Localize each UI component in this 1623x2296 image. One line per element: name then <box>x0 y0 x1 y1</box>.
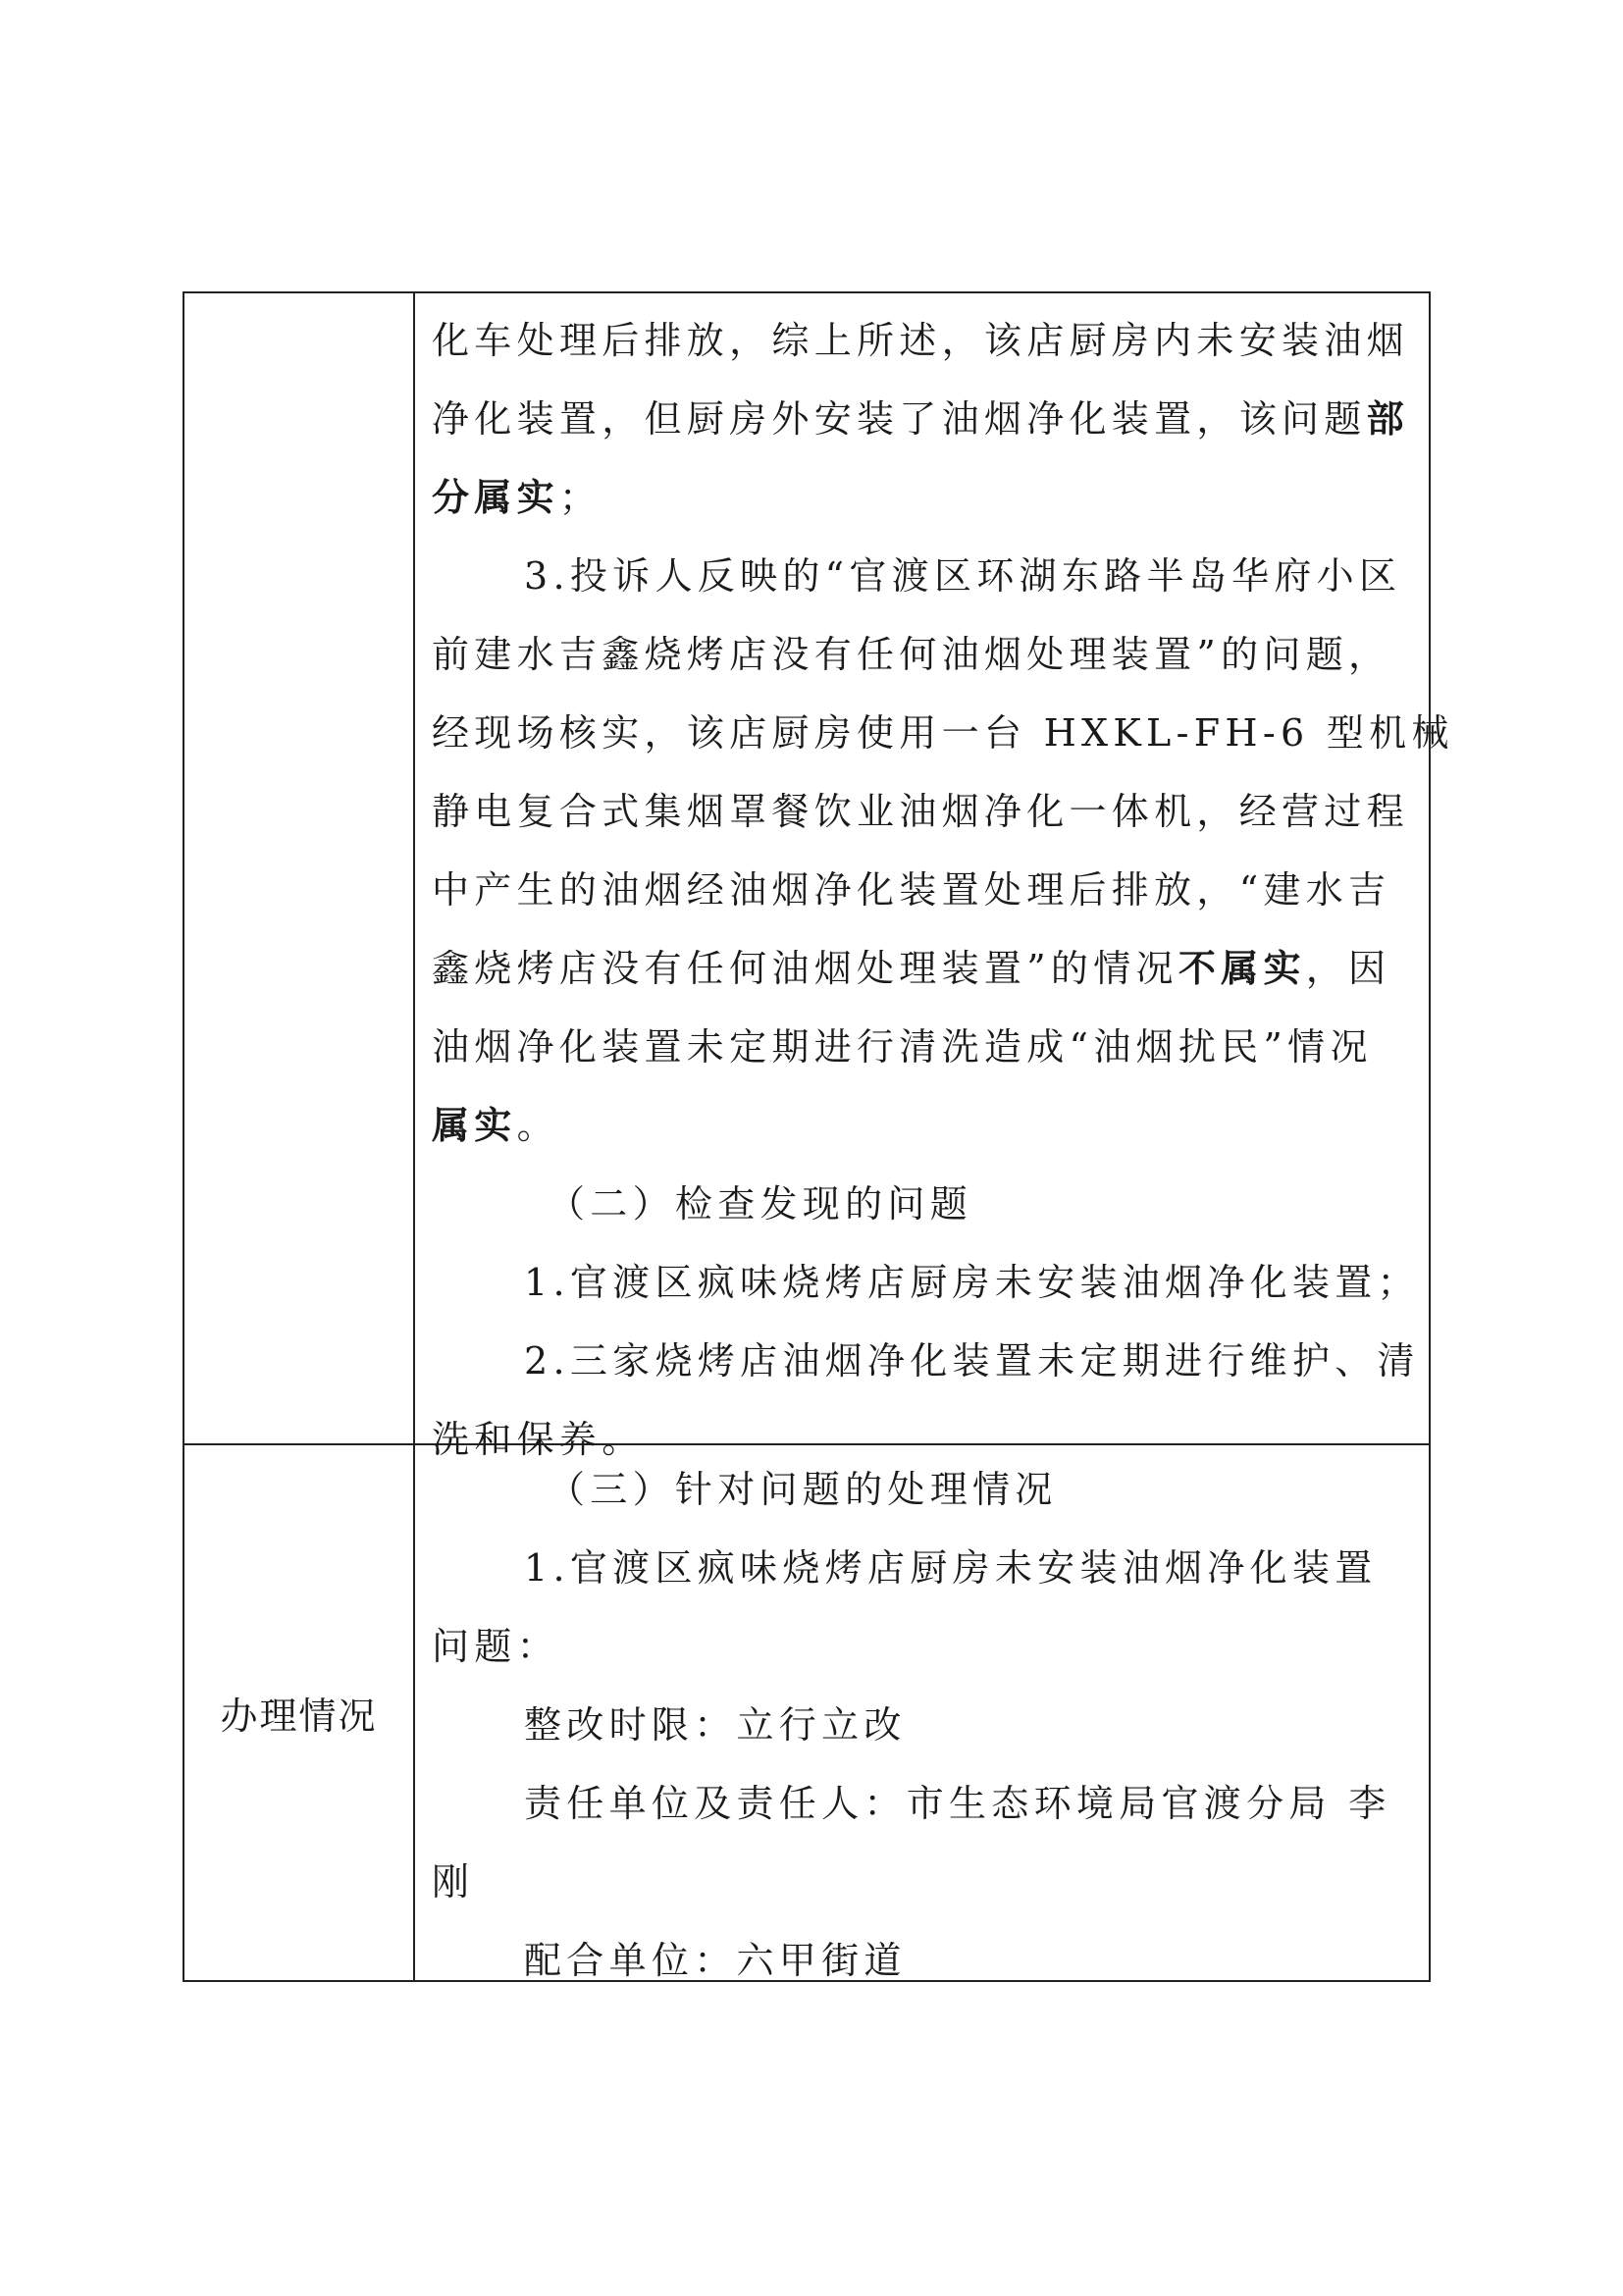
text-line <box>432 537 1415 615</box>
text-span: 净化装置，但厨房外安装了油烟净化装置，该问题 <box>432 397 1367 441</box>
text-line <box>432 929 1415 1008</box>
text-line <box>432 1165 1415 1243</box>
text-span: 油烟净化装置未定期进行清洗造成“油烟扰民”情况 <box>432 1025 1373 1069</box>
text-line <box>432 1843 1415 1921</box>
text-span: 责任单位及责任人：市生态环境局官渡分局 李 <box>524 1782 1391 1825</box>
text-span: 鑫烧烤店没有任何油烟处理装置”的情况 <box>432 947 1178 990</box>
table-row-findings <box>184 293 1454 1461</box>
text-line <box>432 1086 1415 1165</box>
text-span: 1.官渡区疯味烧烤店厨房未安装油烟净化装置； <box>524 1261 1420 1304</box>
table-row-handling <box>184 1443 1429 1982</box>
text-line <box>432 458 1415 537</box>
text-span: 3.投诉人反映的“官渡区环湖东路半岛华府小区 <box>524 554 1402 598</box>
handling-text <box>432 1450 1415 2000</box>
findings-text <box>432 301 1454 1479</box>
text-span: 前建水吉鑫烧烤店没有任何油烟处理装置”的问题， <box>432 633 1391 676</box>
text-line <box>432 1686 1415 1764</box>
bold-text: 不属实 <box>1178 946 1306 990</box>
text-line <box>432 1764 1415 1843</box>
text-line <box>432 1008 1415 1086</box>
row-content-cell <box>415 293 1454 1461</box>
text-span: 2.三家烧烤店油烟净化装置未定期进行维护、清 <box>524 1339 1420 1383</box>
text-span: 整改时限：立行立改 <box>524 1703 907 1747</box>
row-label <box>184 293 413 1443</box>
row-label-cell <box>184 1443 415 1982</box>
text-line <box>432 851 1415 929</box>
text-line <box>432 380 1415 458</box>
text-span: 中产生的油烟经油烟净化装置处理后排放，“建水吉 <box>432 868 1391 912</box>
document-table <box>183 291 1454 1982</box>
text-span: 。 <box>516 1104 559 1147</box>
text-line <box>432 1529 1415 1607</box>
row-label-handling: 办理情况 <box>220 1695 378 1738</box>
text-span: 洗和保养。 <box>432 1418 645 1461</box>
text-span: ； <box>558 476 602 519</box>
text-span: 问题： <box>432 1625 559 1668</box>
text-span: 刚 <box>432 1860 475 1904</box>
text-span: 配合单位：六甲街道 <box>524 1939 907 1982</box>
text-line <box>432 1243 1420 1322</box>
row-content-cell <box>415 1443 1429 1982</box>
text-line <box>432 615 1415 694</box>
text-span: 1.官渡区疯味烧烤店厨房未安装油烟净化装置 <box>524 1546 1378 1590</box>
text-span: 经现场核实，该店厨房使用一台 HXKL-FH-6 型机械 <box>432 711 1454 755</box>
bold-text: 部 <box>1366 396 1409 441</box>
text-span: 静电复合式集烟罩餐饮业油烟净化一体机，经营过程 <box>432 790 1409 833</box>
row-label-cell <box>184 293 415 1443</box>
text-line <box>432 694 1454 772</box>
text-line <box>432 772 1415 851</box>
text-line <box>432 1450 1415 1529</box>
bold-text: 属实 <box>432 1103 517 1147</box>
text-span: ，因 <box>1305 947 1391 990</box>
bold-text: 分属实 <box>432 475 559 519</box>
text-line <box>432 1921 1415 2000</box>
text-line <box>432 1322 1420 1400</box>
text-line <box>432 1607 1415 1686</box>
text-span: （三）针对问题的处理情况 <box>548 1468 1058 1511</box>
text-span: 化车处理后排放，综上所述，该店厨房内未安装油烟 <box>432 319 1409 362</box>
text-line <box>432 301 1415 380</box>
text-span: （二）检查发现的问题 <box>548 1182 973 1226</box>
